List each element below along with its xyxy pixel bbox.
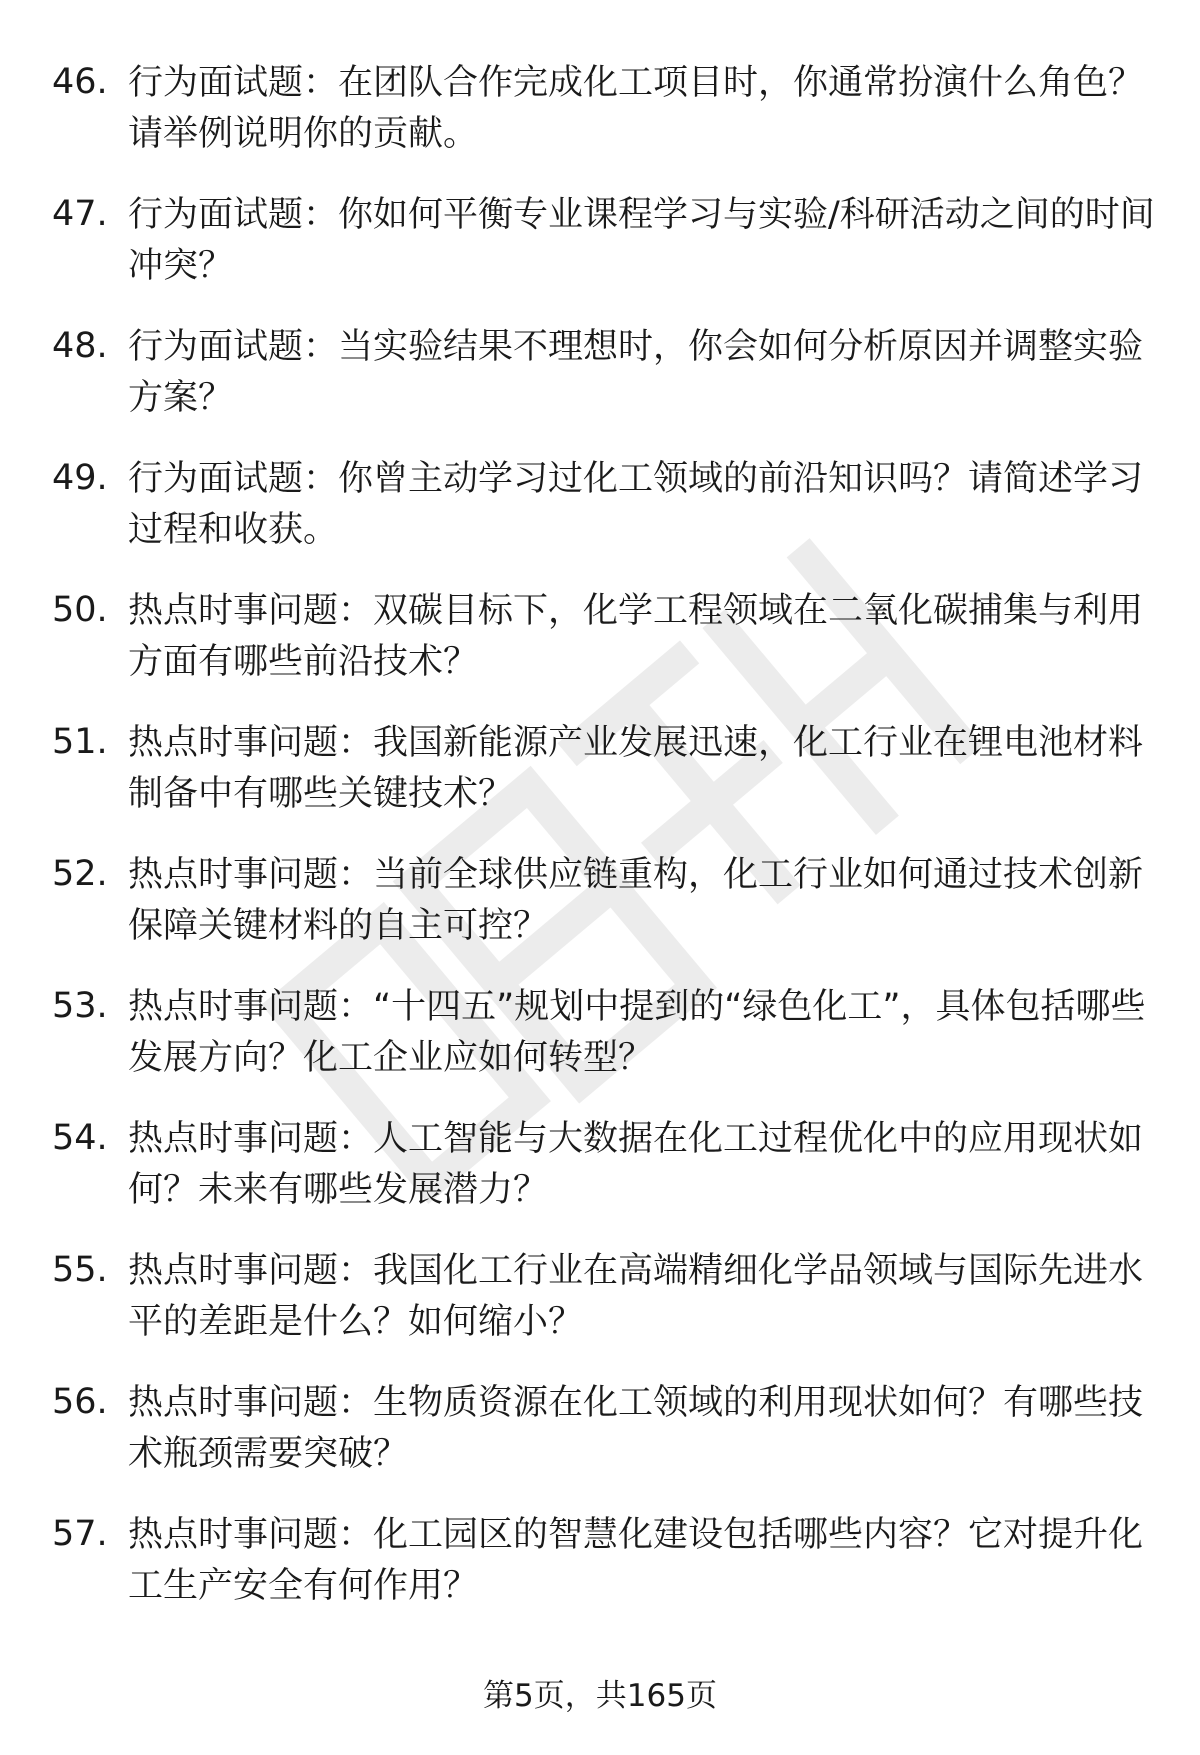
question-item	[0, 850, 1200, 952]
question-number: 48.	[52, 326, 108, 366]
question-item	[0, 1114, 1200, 1216]
question-item	[0, 1246, 1200, 1348]
question-number: 52.	[52, 854, 108, 894]
question-number: 46.	[52, 62, 108, 102]
question-item	[0, 322, 1200, 424]
question-text: 行为面试题：当实验结果不理想时，你会如何分析原因并调整实验方案？	[128, 327, 1144, 418]
question-text: 热点时事问题：当前全球供应链重构，化工行业如何通过技术创新保障关键材料的自主可控？	[128, 855, 1144, 946]
question-text: 行为面试题：在团队合作完成化工项目时，你通常扮演什么角色？请举例说明你的贡献。	[128, 63, 1144, 154]
question-text: 热点时事问题：我国化工行业在高端精细化学品领域与国际先进水平的差距是什么？如何缩小？	[128, 1251, 1144, 1342]
question-text: 热点时事问题：化工园区的智慧化建设包括哪些内容？它对提升化工生产安全有何作用？	[128, 1515, 1144, 1606]
question-item	[0, 718, 1200, 820]
question-item	[0, 454, 1200, 556]
question-item	[0, 1510, 1200, 1612]
question-number: 53.	[52, 986, 108, 1026]
question-number: 47.	[52, 194, 108, 234]
question-number: 49.	[52, 458, 108, 498]
question-text: 热点时事问题：我国新能源产业发展迅速，化工行业在锂电池材料制备中有哪些关键技术？	[128, 723, 1144, 814]
question-item	[0, 190, 1200, 292]
page-number-label: 第5页，共165页	[483, 1678, 717, 1714]
question-text: 热点时事问题：“十四五”规划中提到的“绿色化工”，具体包括哪些发展方向？化工企业应如何转型？	[128, 987, 1146, 1078]
question-item	[0, 58, 1200, 160]
question-number: 57.	[52, 1514, 108, 1554]
question-item	[0, 586, 1200, 688]
question-text: 行为面试题：你曾主动学习过化工领域的前沿知识吗？请简述学习过程和收获。	[128, 459, 1144, 550]
question-number: 51.	[52, 722, 108, 762]
question-number: 56.	[52, 1382, 108, 1422]
question-number: 55.	[52, 1250, 108, 1290]
question-number: 54.	[52, 1118, 108, 1158]
question-number: 50.	[52, 590, 108, 630]
question-list	[0, 58, 1200, 1642]
question-text: 行为面试题：你如何平衡专业课程学习与实验/科研活动之间的时间冲突？	[128, 195, 1155, 286]
question-text: 热点时事问题：双碳目标下，化学工程领域在二氧化碳捕集与利用方面有哪些前沿技术？	[128, 591, 1144, 682]
question-text: 热点时事问题：生物质资源在化工领域的利用现状如何？有哪些技术瓶颈需要突破？	[128, 1383, 1144, 1474]
question-item	[0, 982, 1200, 1084]
page-footer	[0, 1672, 1200, 1720]
question-text: 热点时事问题：人工智能与大数据在化工过程优化中的应用现状如何？未来有哪些发展潜力？	[128, 1119, 1144, 1210]
question-item	[0, 1378, 1200, 1480]
